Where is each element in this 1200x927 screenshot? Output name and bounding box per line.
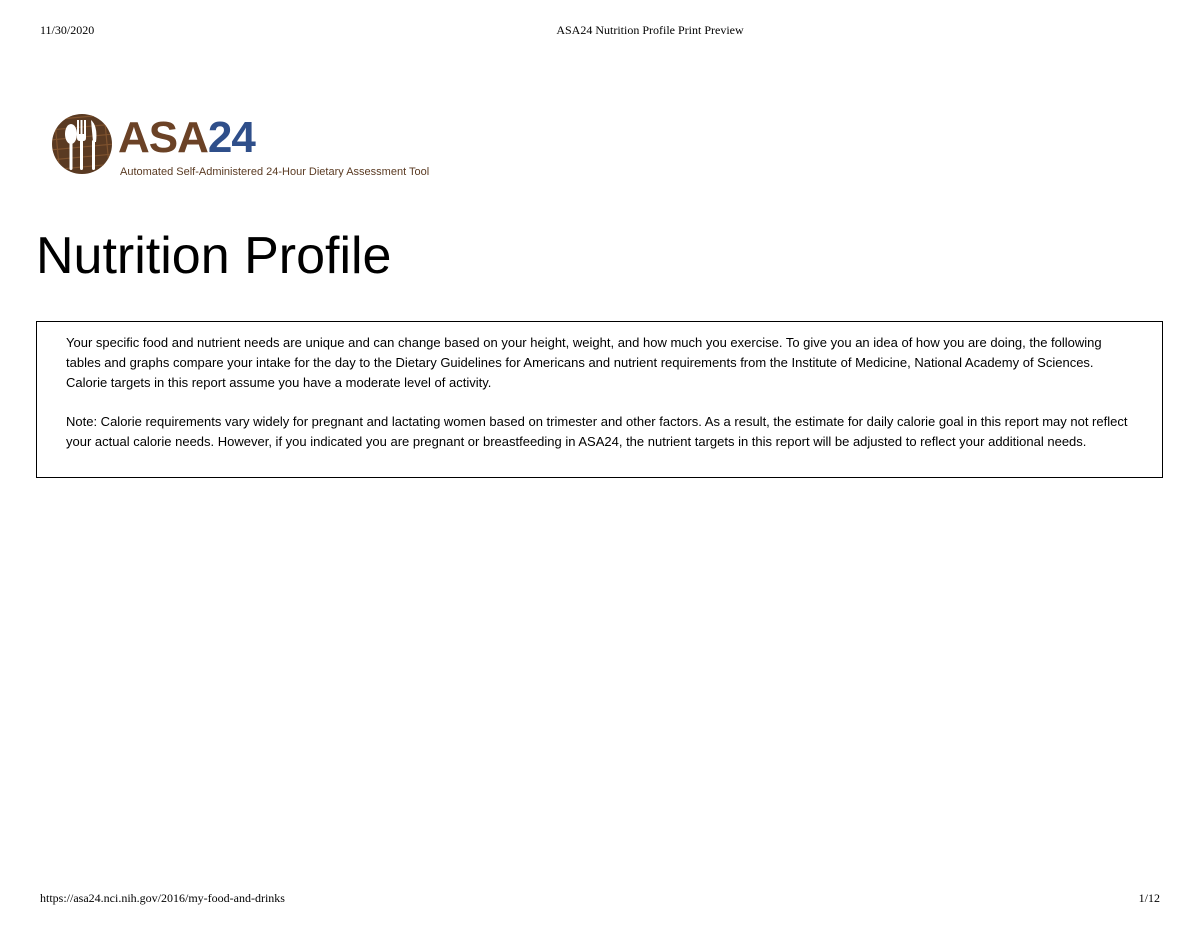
print-page-number: 1/12 [1138, 891, 1160, 905]
logo-wordmark-number: 24 [207, 113, 255, 162]
page-title: Nutrition Profile [36, 227, 392, 285]
asa24-logo [50, 110, 430, 182]
intro-paragraph: Your specific food and nutrient needs are unique and can change based on your height, weight, and how much you exercise. To give you an idea of how you are doing, the following tables and graphs compare your intake for the day to the Dietary Guidelines for Americans and nutrient requirements from the Institute of Medicine, National Academy of Sciences. Calorie targets in this report assume you have a moderate level of activity. [66, 335, 1102, 390]
logo-wordmark-letters: ASA [118, 113, 208, 162]
print-footer-url: https://asa24.nci.nih.gov/2016/my-food-and-drinks [40, 891, 285, 905]
logo-tagline: Automated Self-Administered 24-Hour Dietary Assessment Tool [120, 166, 430, 178]
note-paragraph: Note: Calorie requirements vary widely for pregnant and lactating women based on trimester and other factors. As a result, the estimate for daily calorie goal in this report may not reflect your actual calorie needs. However, if you indicated you are pregnant or breastfeeding in ASA24, the nutrient targets in this report will be adjusted to reflect your additional needs. [66, 414, 1128, 449]
print-date: 11/30/2020 [40, 23, 95, 37]
print-page-title: ASA24 Nutrition Profile Print Preview [556, 23, 744, 37]
intro-info-box [36, 321, 1163, 478]
logo-wordmark [118, 112, 255, 164]
fork-and-spoon-logo-icon [50, 112, 114, 176]
